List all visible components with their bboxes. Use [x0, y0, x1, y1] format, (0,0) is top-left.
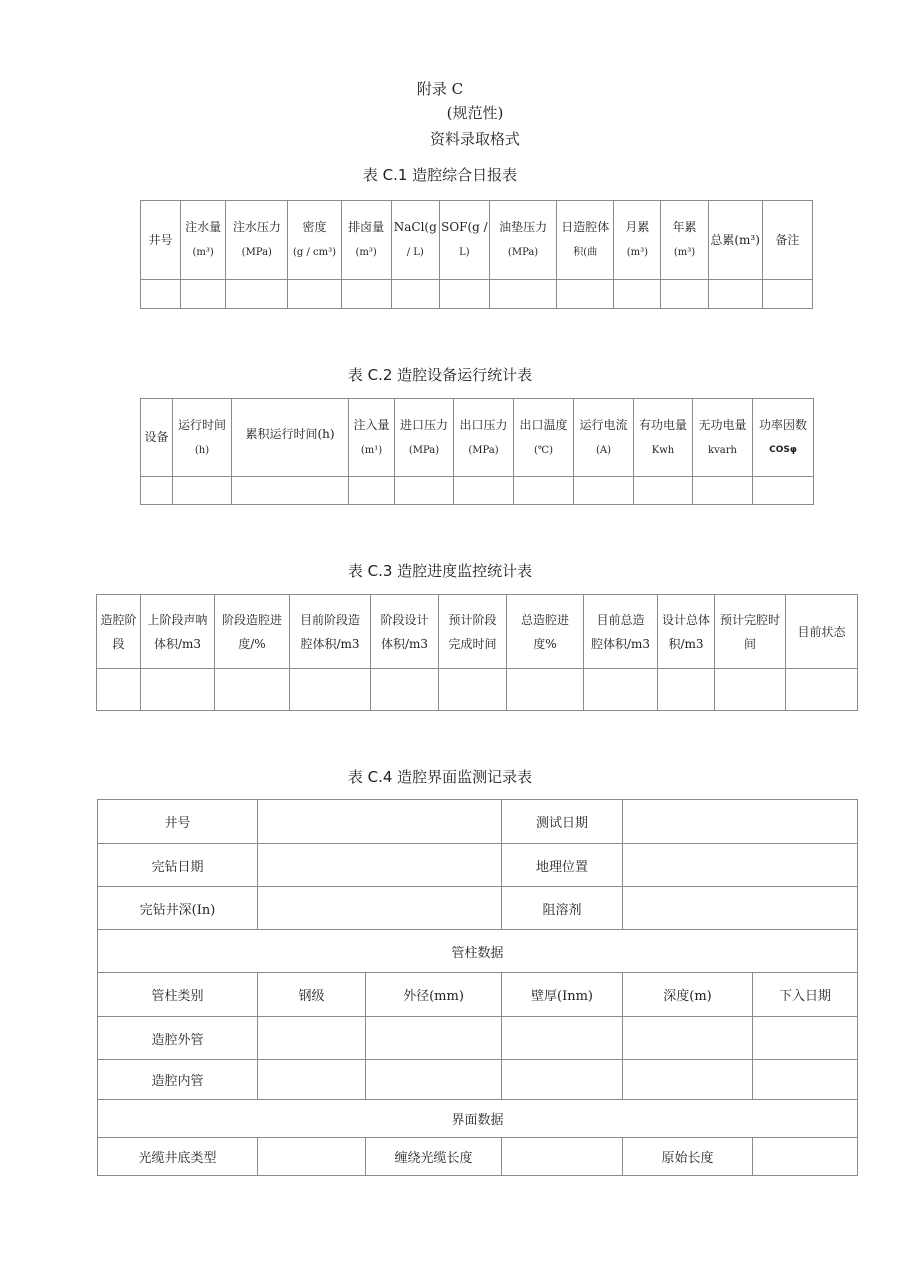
table1-col-6: SOF(g / L): [439, 201, 489, 280]
test-date-label: 测试日期: [502, 800, 623, 844]
table1-col-3: 密度 (g / cm³): [288, 201, 341, 280]
table1-header-row: [141, 201, 813, 280]
pipe-section-title: 管柱数据: [98, 930, 858, 973]
table2-col-0: 设备: [141, 399, 173, 477]
original-length-value[interactable]: [753, 1138, 858, 1176]
table2-col-10: 功率因数 COSφ: [753, 399, 814, 477]
table2-col-7: 运行电流 (A): [574, 399, 634, 477]
pipe-header-od: 外径(mm): [366, 973, 502, 1017]
table2-col-2: 累积运行时间(h): [232, 399, 349, 477]
table1-col-9: 月累 (m³): [614, 201, 661, 280]
complete-date-value[interactable]: [258, 844, 502, 887]
cable-length-value[interactable]: [502, 1138, 623, 1176]
table4-row-complete: [98, 844, 858, 887]
table3-col-7: 目前总造 腔体积/m3: [584, 595, 658, 669]
table3-col-5: 预计阶段 完成时间: [439, 595, 507, 669]
table2-empty-row: [141, 477, 814, 505]
table4-row-outer-pipe: [98, 1017, 858, 1060]
pipe-header-grade: 钢级: [258, 973, 366, 1017]
table3-col-0: 造腔阶 段: [97, 595, 141, 669]
table3-col-3: 目前阶段造 腔体积/m3: [290, 595, 371, 669]
table3-col-9: 预计完腔时 间: [715, 595, 786, 669]
test-date-value[interactable]: [623, 800, 858, 844]
location-label: 地理位置: [502, 844, 623, 887]
pipe-header-wall: 壁厚(Inm): [502, 973, 623, 1017]
inhibitor-label: 阻溶剂: [502, 887, 623, 930]
cable-length-label: 缠绕光缆长度: [366, 1138, 502, 1176]
pipe-header-date: 下入日期: [753, 973, 858, 1017]
table2-col-8: 有功电量 Kwh: [634, 399, 693, 477]
well-depth-value[interactable]: [258, 887, 502, 930]
inner-pipe-label: 造腔内管: [98, 1060, 258, 1100]
table4-row-well: [98, 800, 858, 844]
pipe-header-depth: 深度(m): [623, 973, 753, 1017]
table2-col-1: 运行时间 (h): [173, 399, 232, 477]
page-subtitle: 资料录取格式: [429, 130, 520, 148]
well-no-label: 井号: [98, 800, 258, 844]
pipe-header-type: 管柱类别: [98, 973, 258, 1017]
table1-daily-report: [140, 200, 813, 309]
original-length-label: 原始长度: [623, 1138, 753, 1176]
table4-caption: 表 C.4 造腔界面监测记录表: [347, 768, 533, 786]
table3-col-8: 设计总体 积/m3: [658, 595, 715, 669]
table1-col-11: 总累(m³): [708, 201, 762, 280]
table2-col-3: 注入量 (m¹): [349, 399, 395, 477]
interface-section-title: 界面数据: [98, 1100, 858, 1138]
cable-type-value[interactable]: [258, 1138, 366, 1176]
complete-date-label: 完钻日期: [98, 844, 258, 887]
table2-col-5: 出口压力 (MPa): [454, 399, 514, 477]
inhibitor-value[interactable]: [623, 887, 858, 930]
table3-col-10: 目前状态: [786, 595, 858, 669]
table3-caption: 表 C.3 造腔进度监控统计表: [347, 562, 533, 580]
table2-col-9: 无功电量 kvarh: [693, 399, 753, 477]
table1-col-0: 井号: [141, 201, 181, 280]
cable-type-label: 光缆井底类型: [98, 1138, 258, 1176]
table4-row-interface-section: [98, 1100, 858, 1138]
normative-label: (规范性): [446, 104, 504, 122]
table4-row-pipe-headers: [98, 973, 858, 1017]
table3-col-2: 阶段造腔进 度/%: [215, 595, 290, 669]
table1-col-4: 排卤量 (m³): [341, 201, 391, 280]
table2-col-6: 出口温度 (℃): [514, 399, 574, 477]
table4-row-pipe-section: [98, 930, 858, 973]
outer-pipe-label: 造腔外管: [98, 1017, 258, 1060]
table1-empty-row: [141, 280, 813, 309]
table4-row-cable: [98, 1138, 858, 1176]
location-value[interactable]: [623, 844, 858, 887]
table3-progress-monitor: [96, 594, 858, 711]
table4-row-inner-pipe: [98, 1060, 858, 1100]
table3-header-row: [97, 595, 858, 669]
table3-col-6: 总造腔进 度%: [507, 595, 584, 669]
table1-col-2: 注水压力 (MPa): [226, 201, 288, 280]
well-depth-label: 完钻井深(In): [98, 887, 258, 930]
table1-col-8: 日造腔体 积(曲: [557, 201, 614, 280]
well-no-value[interactable]: [258, 800, 502, 844]
table2-equipment-stats: [140, 398, 814, 505]
table1-col-1: 注水量 (m³): [181, 201, 226, 280]
table1-col-7: 油垫压力 (MPa): [489, 201, 556, 280]
table1-caption: 表 C.1 造腔综合日报表: [362, 166, 518, 184]
table1-col-10: 年累 (m³): [661, 201, 708, 280]
table4-interface-monitor: [97, 799, 858, 1176]
table2-col-4: 进口压力 (MPa): [395, 399, 454, 477]
table2-caption: 表 C.2 造腔设备运行统计表: [347, 366, 533, 384]
table2-header-row: [141, 399, 814, 477]
table1-col-12: 备注: [762, 201, 812, 280]
table3-col-1: 上阶段声呐 体积/m3: [141, 595, 215, 669]
table3-col-4: 阶段设计 体积/m3: [371, 595, 439, 669]
appendix-title: 附录 C: [416, 80, 464, 98]
table3-empty-row: [97, 669, 858, 711]
table4-row-depth: [98, 887, 858, 930]
table1-col-5: NaCl(g / L): [391, 201, 439, 280]
